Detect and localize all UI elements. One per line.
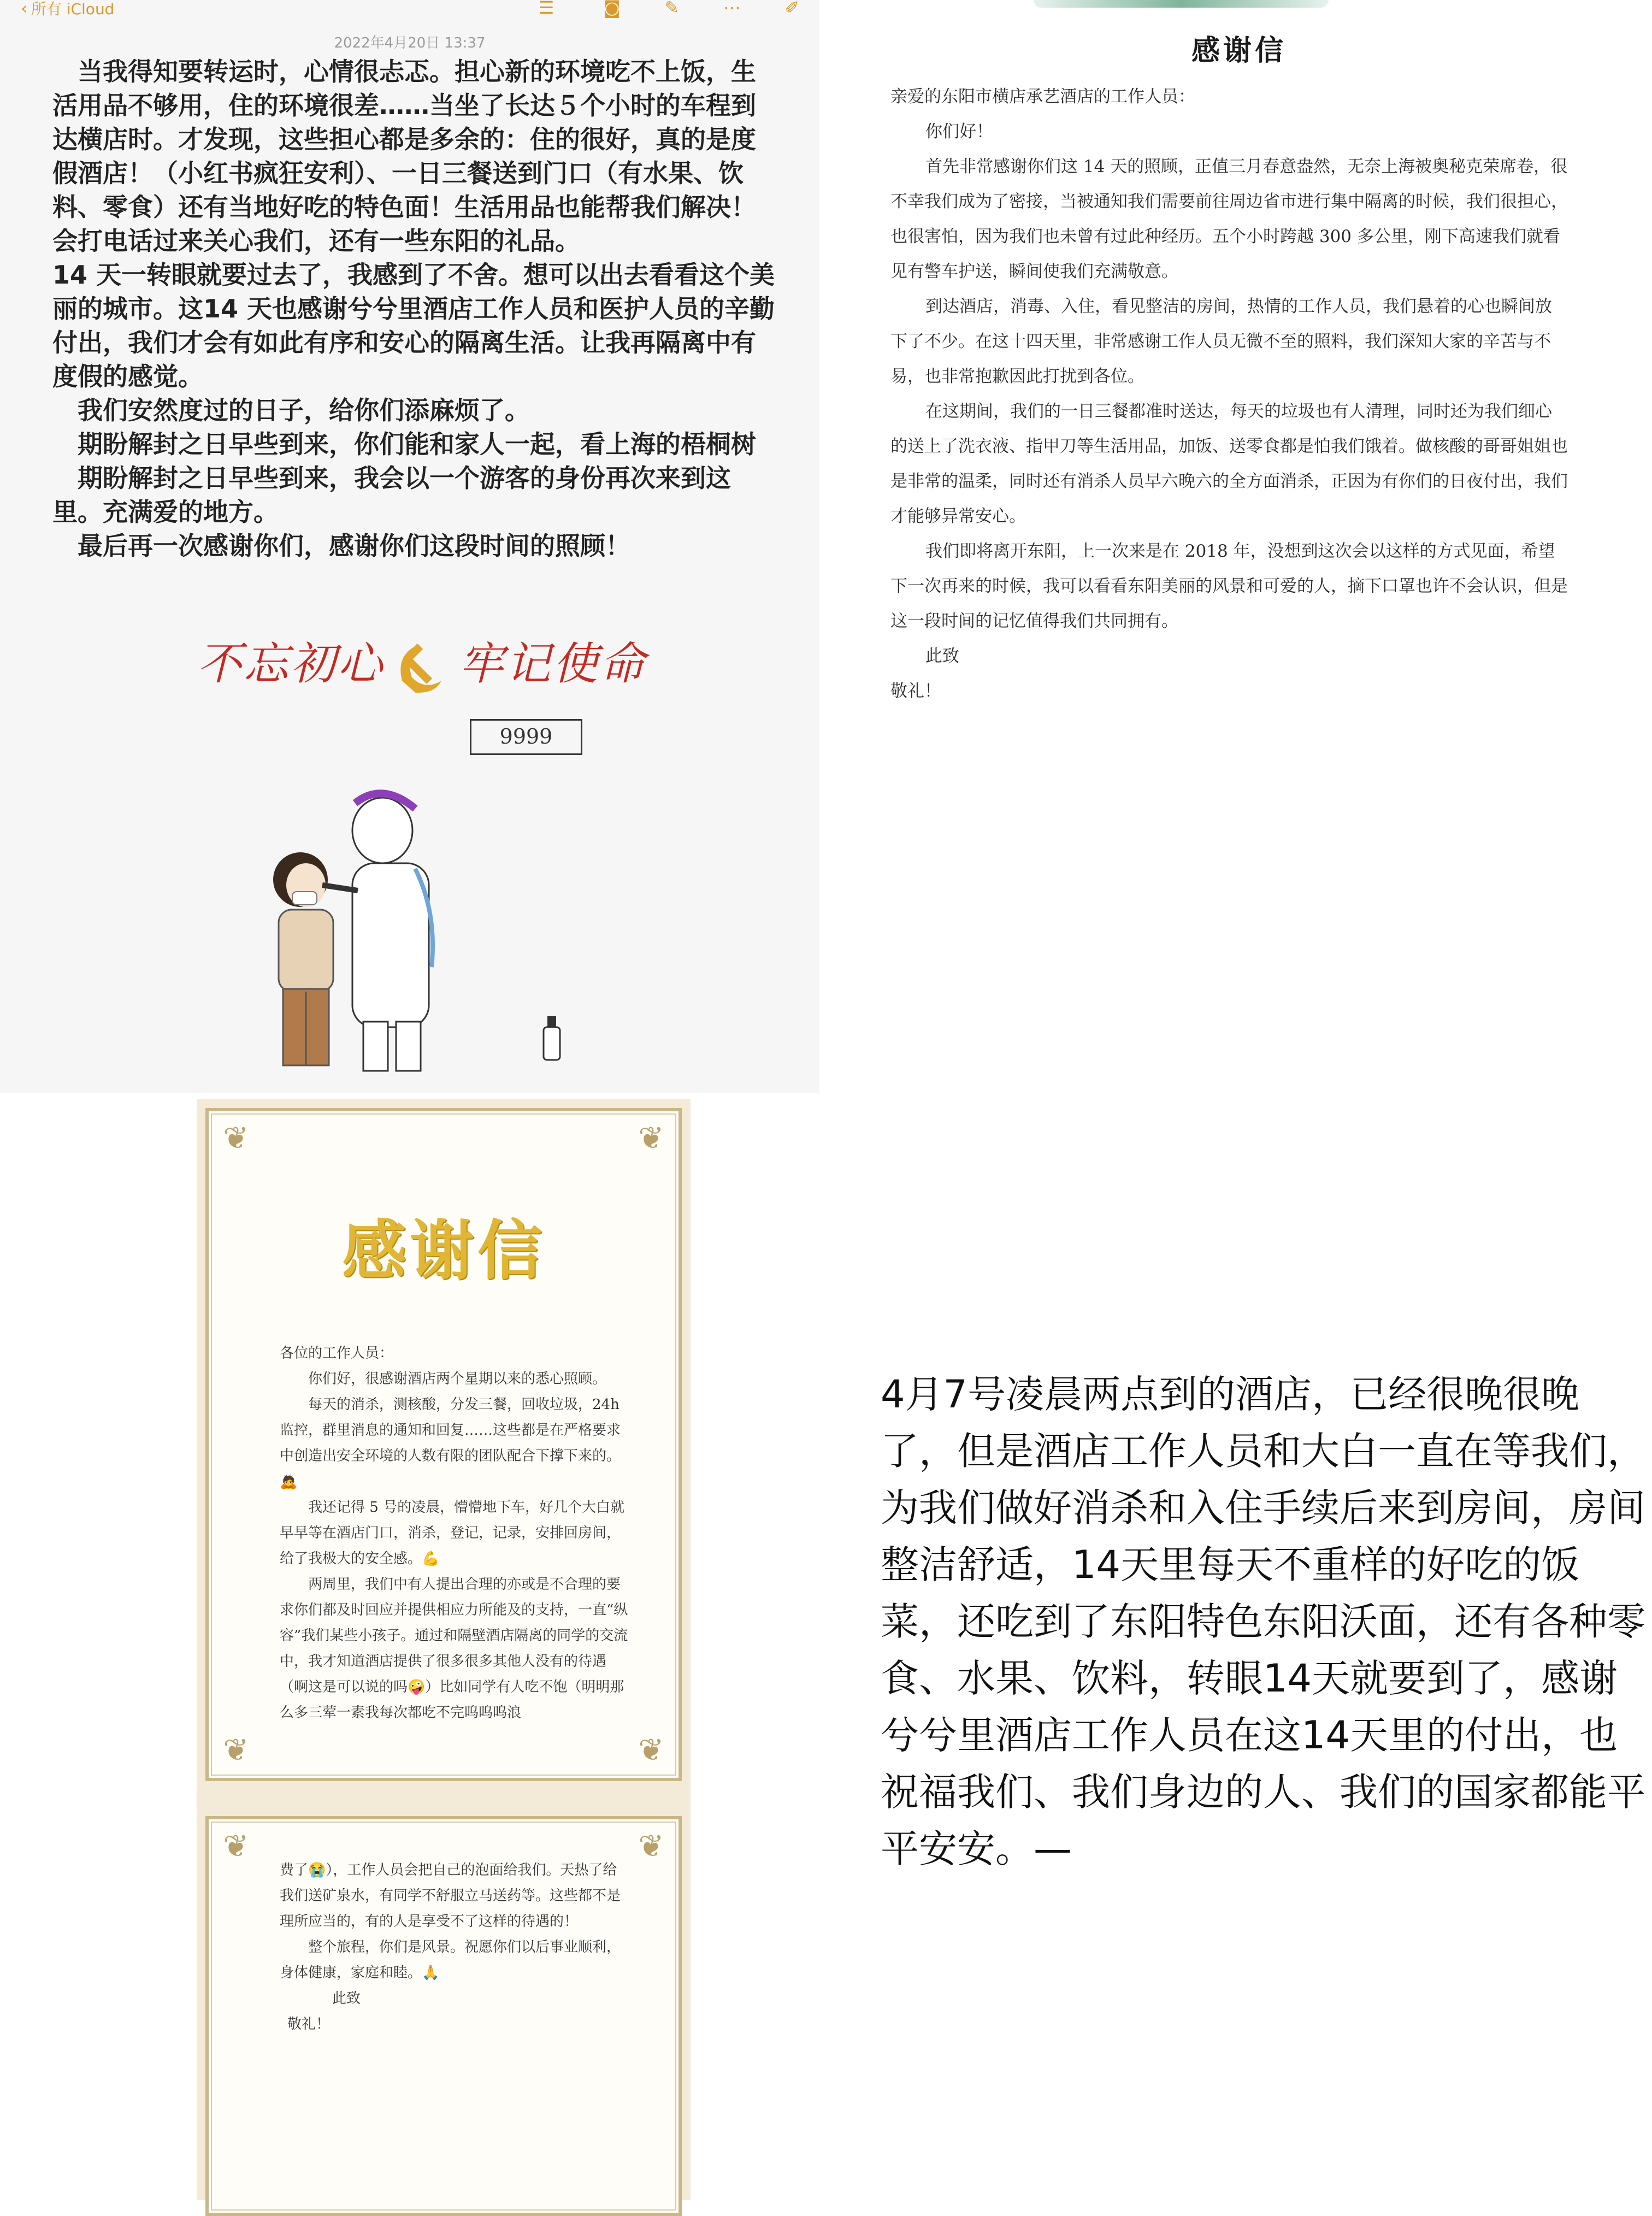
- note-paragraph: 14 天一转眼就要过去了，我感到了不舍。想可以出去看看这个美丽的城市。这14 天也感谢兮兮里酒店工作人员和医护人员的辛勤付出，我们才会有如此有序和安心的隔离生活。让我再隔离中有度假的感觉。: [52, 260, 775, 391]
- corner-ornament-icon: ❦: [638, 1732, 664, 1768]
- letter-greeting: 你们好！: [925, 122, 993, 142]
- slogan-banner: [197, 628, 645, 694]
- letter-salutation: 亲爱的东阳市横店承艺酒店的工作人员：: [890, 87, 1195, 107]
- stamp-number: 9999: [470, 719, 582, 755]
- letter-paragraph: 首先非常感谢你们这 14 天的照顾，正值三月春意盎然，无奈上海被奥秘克荣席卷，很不幸我们成为了密接，当被通知我们需要前往周边省市进行集中隔离的时候，我们很担心，也很害怕，因为我们也未曾有过此种经历。五个小时跨越 300 多公里，刚下高速我们就看见有警车护送，瞬间使我们充满敬意。: [890, 157, 1568, 281]
- icloud-note-panel: [0, 0, 819, 1093]
- note-paragraph: 我们安然度过的日子，给你们添麻烦了。: [78, 396, 530, 425]
- compose-icon[interactable]: ✐: [784, 0, 800, 18]
- letter-salute: 敬礼！: [890, 681, 941, 701]
- letter-paragraph: 在这期间，我们的一日三餐都准时送达，每天的垃圾也有人清理，同时还为我们细心的送上了洗衣液、指甲刀等生活用品，加饭、送零食都是怕我们饿着。做核酸的哥哥姐姐也是非常的温柔，同时还有消杀人员早六晚六的全方面消杀，正因为有你们的日夜付出，我们才能够异常安心。: [890, 402, 1568, 526]
- corner-ornament-icon: ❦: [223, 1732, 249, 1768]
- certificate-page-1: [205, 1108, 682, 1781]
- camera-icon[interactable]: ◙: [603, 0, 621, 18]
- message-text: 4月7号凌晨两点到的酒店，已经很晚很晚了，但是酒店工作人员和大白一直在等我们，为我们做好消杀和入住手续后来到房间，房间整洁舒适，14天里每天不重样的好吃的饭菜，还吃到了东阳特色东阳沃面，还有各种零食、水果、饮料，转眼14天就要到了，感谢兮兮里酒店工作人员在这14天里的付出，也祝福我们、我们身边的人、我们的国家都能平平安安。—: [881, 1372, 1645, 1871]
- certificate-panel: [197, 1099, 691, 2200]
- back-label: 所有 iCloud: [31, 0, 115, 18]
- corner-ornament-icon: ❦: [223, 1829, 249, 1864]
- letter-title: 感谢信: [1191, 34, 1287, 67]
- corner-ornament-icon: ❦: [223, 1121, 249, 1156]
- corner-ornament-icon: ❦: [638, 1829, 664, 1864]
- more-icon[interactable]: ⋯: [723, 0, 741, 18]
- markup-icon[interactable]: ✎: [664, 0, 680, 18]
- typed-letter-panel: [826, 0, 1652, 1071]
- certificate-salute: 敬礼！: [287, 2016, 331, 2032]
- checklist-icon[interactable]: ☰: [538, 0, 554, 18]
- letter-header-decoration: [1034, 0, 1329, 8]
- certificate-salutation: 各位的工作人员：: [280, 1345, 394, 1362]
- certificate-paragraph: 你们好，很感谢酒店两个星期以来的悉心照顾。: [308, 1371, 607, 1387]
- certificate-paragraph: 每天的消杀，测核酸，分发三餐，回收垃圾，24h 监控，群里消息的通知和回复……这些都是在严格要求中创造出安全环境的人数有限的团队配合下撑下来的。🙇: [280, 1396, 621, 1490]
- letter-paragraph: 我们即将离开东阳，上一次来是在 2018 年，没想到这次会以这样的方式见面，希望下一次再来的时候，我可以看看东阳美丽的风景和可爱的人，摘下口罩也许不会认识，但是这一段时间的记忆值得我们共同拥有。: [890, 541, 1568, 631]
- note-toolbar: [0, 0, 819, 22]
- certificate-body-continued: [280, 1858, 629, 2037]
- note-date: 2022年4月20日 13:37: [334, 35, 486, 51]
- note-paragraph: 期盼解封之日早些到来，你们能和家人一起，看上海的梧桐树: [78, 429, 756, 459]
- certificate-paragraph: 整个旅程，你们是风景。祝愿你们以后事业顺利，身体健康，家庭和睦。🙏: [280, 1939, 621, 1981]
- nucleic-acid-test-illustration: [240, 770, 579, 1076]
- slogan-right: 牢记使命: [459, 638, 647, 690]
- certificate-title: 感谢信: [341, 1213, 545, 1288]
- certificate-paragraph: 费了😭），工作人员会把自己的泡面给我们。天热了给我们送矿泉水，有同学不舒服立马送药等。这些都不是理所应当的，有的人是享受不了这样的待遇的！: [280, 1862, 621, 1930]
- chevron-left-icon: ‹: [21, 0, 28, 19]
- message-panel: [881, 1366, 1652, 1912]
- certificate-paragraph: 我还记得 5 号的凌晨，懵懵地下车，好几个大白就早早等在酒店门口，消杀，登记，记录，安排回房间，给了我极大的安全感。💪: [280, 1499, 625, 1567]
- note-body[interactable]: [52, 55, 779, 563]
- certificate-page-2: [205, 1816, 682, 2216]
- back-button[interactable]: [21, 0, 114, 17]
- note-paragraph: 期盼解封之日早些到来，我会以一个游客的身份再次来到这里。充满爱的地方。: [52, 463, 731, 527]
- letter-body: [890, 79, 1568, 709]
- certificate-paragraph: 两周里，我们中有人提出合理的亦或是不合理的要求你们都及时回应并提供相应力所能及的支持，一直“纵容”我们某些小孩子。通过和隔壁酒店隔离的同学的交流中，我才知道酒店提供了很多很多其他人没有的待遇（啊这是可以说的吗🤪）比如同学有人吃不饱（明明那么多三荤一素我每次都吃不完呜呜呜浪: [280, 1576, 628, 1721]
- hammer-sickle-icon: [389, 635, 455, 700]
- certificate-closing: 此致: [332, 1990, 361, 2007]
- letter-paragraph: 到达酒店，消毒、入住，看见整洁的房间，热情的工作人员，我们悬着的心也瞬间放下了不少。在这十四天里，非常感谢工作人员无微不至的照料，我们深知大家的辛苦与不易，也非常抱歉因此打扰到各位。: [890, 297, 1552, 386]
- slogan-left: 不忘初心: [197, 638, 385, 690]
- note-paragraph: 最后再一次感谢你们，感谢你们这段时间的照顾！: [78, 531, 630, 561]
- corner-ornament-icon: ❦: [638, 1121, 664, 1156]
- letter-closing: 此致: [925, 646, 959, 666]
- note-paragraph: 当我得知要转运时，心情很忐忑。担心新的环境吃不上饭，生活用品不够用，住的环境很差……当坐了长达５个小时的车程到达横店时。才发现，这些担心都是多余的：住的很好，真的是度假酒店！（小红书疯狂安利）、一日三餐送到门口（有水果、饮料、零食）还有当地好吃的特色面！生活用品也能帮我们解决！会打电话过来关心我们，还有一些东阳的礼品。: [52, 57, 756, 256]
- certificate-body: [280, 1341, 629, 1726]
